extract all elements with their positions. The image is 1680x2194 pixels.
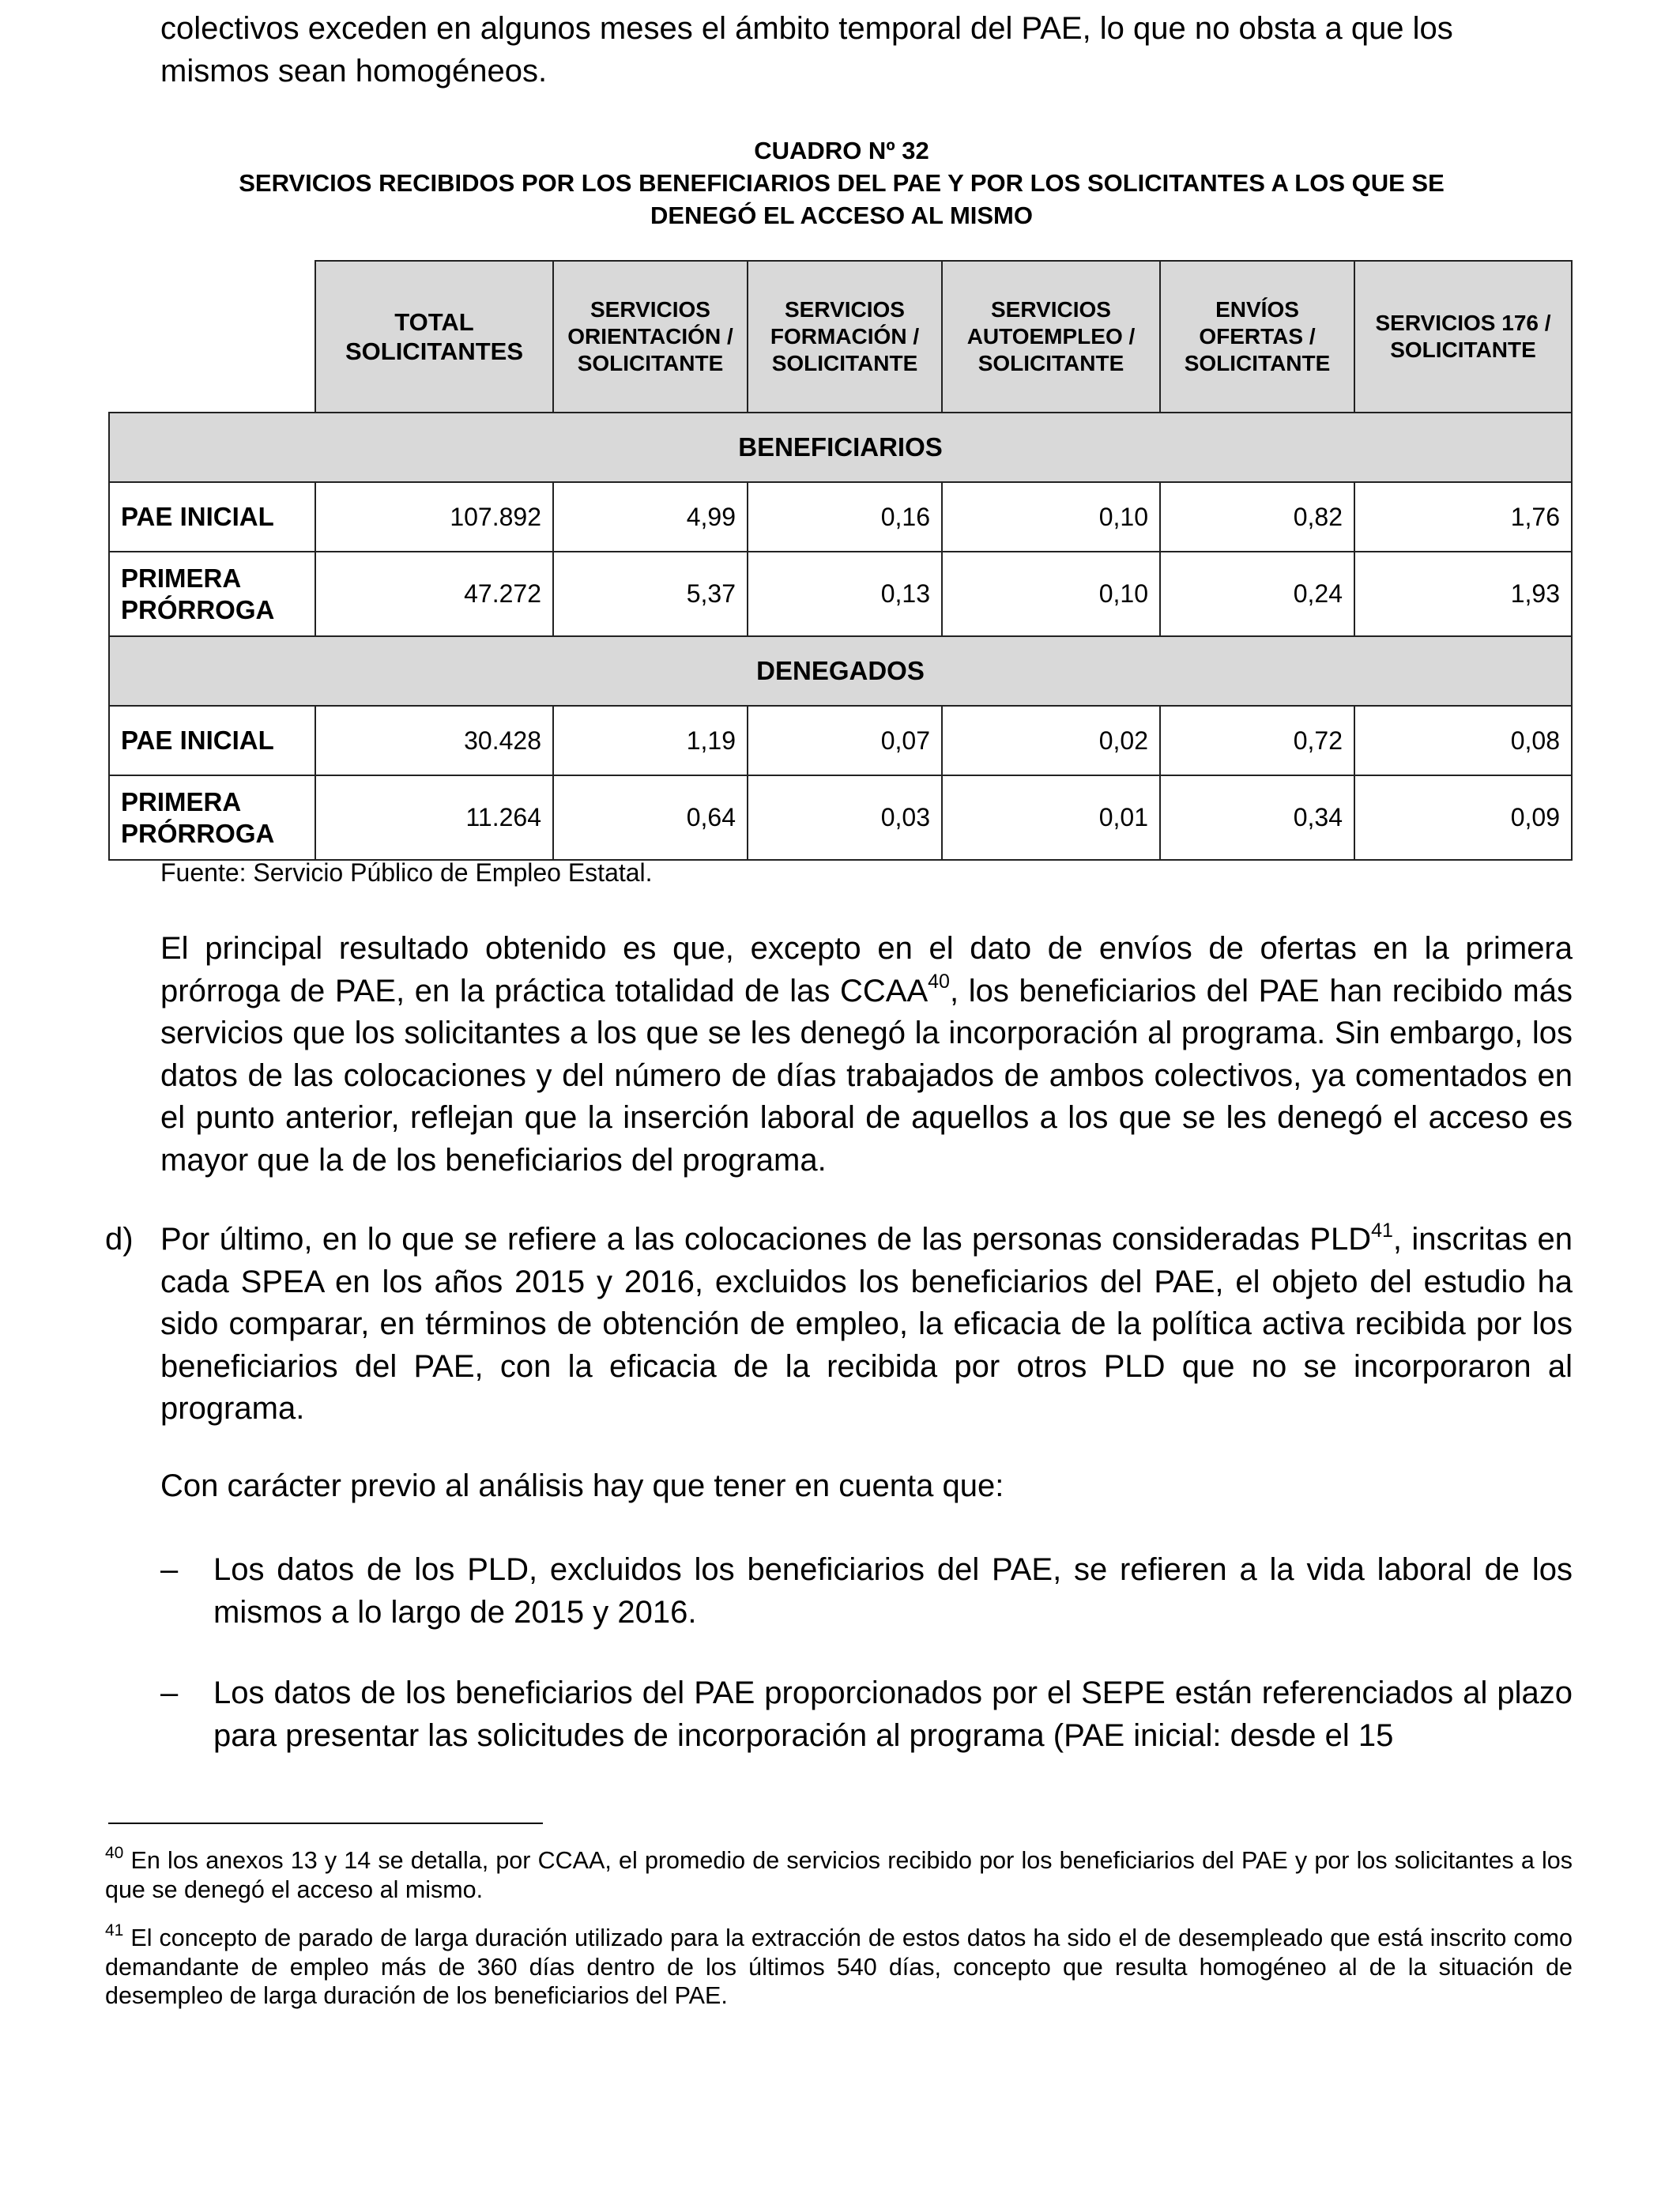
header-empty-cell: [109, 261, 315, 413]
section-row-denegados: [109, 636, 1572, 706]
section-row-beneficiarios: [109, 413, 1572, 482]
footnote-40: $^{40}$ En los anexos 13 y 14 se detalla, por CCAA, el promedio de servicios recibido por los beneficiarios del PAE y por los solicitantes a los que se denegó el acceso al mismo.: [105, 1843, 1573, 1903]
footnote-ref-41[interactable]: 41: [1371, 1219, 1393, 1242]
footnote-separator: [108, 1823, 543, 1824]
prior-note: Con carácter previo al análisis hay que tener en cuenta que:: [160, 1468, 1004, 1503]
header-envios-ofertas: ENVÍOS OFERTAS / SOLICITANTE: [1160, 261, 1354, 413]
table-cell: 0,34: [1160, 775, 1354, 860]
header-servicios-orientacion: SERVICIOS ORIENTACIÓN / SOLICITANTE: [553, 261, 748, 413]
table-cell: 0,64: [553, 775, 748, 860]
row-label: PRIMERA PRÓRROGA: [109, 552, 315, 636]
table-cell: 0,82: [1160, 482, 1354, 552]
row-label: PAE INICIAL: [109, 482, 315, 552]
item-d-paragraph: Por último, en lo que se refiere a las colocaciones de las personas consideradas PLD$^{41}$, inscritas en cada SPEA en los años 2015 y 2016, excluidos los beneficiarios del PAE, el objeto del estudio ha sido comparar, en términos de obtención de empleo, la eficacia de la política activa recibida por los beneficiarios del PAE, con la eficacia de la recibida por otros PLD que no se incorporaron al programa.: [160, 1219, 1573, 1426]
table-cell: 0,03: [748, 775, 942, 860]
table-cell: 0,08: [1354, 706, 1572, 775]
table-row: [109, 482, 1572, 552]
table-cell: 107.892: [315, 482, 553, 552]
table-cell: 1,93: [1354, 552, 1572, 636]
footnote-41: $^{41}$ El concepto de parado de larga duración utilizado para la extracción de estos datos ha sido el de desempleado que está inscrito como demandante de empleo más de 360 días dentro de los últimos 540 días, concepto que resulta homogéneo al de la situación de desempleo de larga duración de los beneficiarios del PAE.: [105, 1921, 1573, 2009]
table-cell: 1,19: [553, 706, 748, 775]
section-title: DENEGADOS: [109, 636, 1572, 706]
table-title-line-2: DENEGÓ EL ACCESO AL MISMO: [650, 202, 1033, 229]
table-cell: 5,37: [553, 552, 748, 636]
intro-line-2: mismos sean homogéneos.: [160, 53, 548, 89]
intro-line-1: colectivos exceden en algunos meses el ámbito temporal del PAE, lo que no obsta a que los: [160, 11, 1453, 46]
table-cell: 0,01: [942, 775, 1160, 860]
row-label: PRIMERA PRÓRROGA: [109, 775, 315, 860]
table-source: Fuente: Servicio Público de Empleo Estatal.: [160, 858, 653, 887]
intro-paragraph: [160, 8, 1573, 92]
bullet-dash: –: [160, 1676, 179, 1710]
table-row: [109, 552, 1572, 636]
table-title-line-1: SERVICIOS RECIBIDOS POR LOS BENEFICIARIOS DEL PAE Y POR LOS SOLICITANTES A LOS QUE SE: [239, 169, 1445, 197]
list-marker-d: d): [105, 1222, 134, 1257]
footnote-ref-40[interactable]: 40: [928, 971, 950, 993]
table-cell: 0,02: [942, 706, 1160, 775]
table-cell: 0,24: [1160, 552, 1354, 636]
table-number: CUADRO Nº 32: [754, 137, 929, 164]
table-header-row: [109, 261, 1572, 413]
header-total-solicitantes: TOTAL SOLICITANTES: [315, 261, 553, 413]
header-servicios-autoempleo: SERVICIOS AUTOEMPLEO / SOLICITANTE: [942, 261, 1160, 413]
table-cell: 0,10: [942, 482, 1160, 552]
bullet-item: Los datos de los beneficiarios del PAE proporcionados por el SEPE están referenciados al plazo para presentar las solicitudes de incorporación al programa (PAE inicial: desde el 15: [213, 1676, 1573, 1753]
table-cell: 30.428: [315, 706, 553, 775]
table-cell: 0,72: [1160, 706, 1354, 775]
table-cell: 0,16: [748, 482, 942, 552]
table-row: [109, 775, 1572, 860]
table-cell: 0,10: [942, 552, 1160, 636]
table-cell: 0,07: [748, 706, 942, 775]
section-title: BENEFICIARIOS: [109, 413, 1572, 482]
bullet-dash: –: [160, 1552, 179, 1587]
table-cell: 4,99: [553, 482, 748, 552]
table-cell: 1,76: [1354, 482, 1572, 552]
table-cell: 0,09: [1354, 775, 1572, 860]
bullet-item: Los datos de los PLD, excluidos los beneficiarios del PAE, se refieren a la vida laboral de los mismos a lo largo de 2015 y 2016.: [213, 1552, 1573, 1630]
result-paragraph: El principal resultado obtenido es que, excepto en el dato de envíos de ofertas en la primera prórroga de PAE, en la práctica totalidad de las CCAA$^{40}$, los beneficiarios del PAE han recibido más servicios que los solicitantes a los que se les denegó la incorporación al programa. Sin embargo, los datos de las colocaciones y del número de días trabajados de ambos colectivos, ya comentados en el punto anterior, reflejan que la inserción laboral de aquellos a los que se les denegó el acceso es mayor que la de los beneficiarios del programa.: [160, 931, 1573, 1178]
table-row: [109, 706, 1572, 775]
table-cell: 11.264: [315, 775, 553, 860]
header-servicios-176: SERVICIOS 176 / SOLICITANTE: [1354, 261, 1572, 413]
header-servicios-formacion: SERVICIOS FORMACIÓN / SOLICITANTE: [748, 261, 942, 413]
table-caption: [111, 134, 1573, 232]
services-table: [108, 260, 1573, 861]
table-cell: 0,13: [748, 552, 942, 636]
table-cell: 47.272: [315, 552, 553, 636]
row-label: PAE INICIAL: [109, 706, 315, 775]
